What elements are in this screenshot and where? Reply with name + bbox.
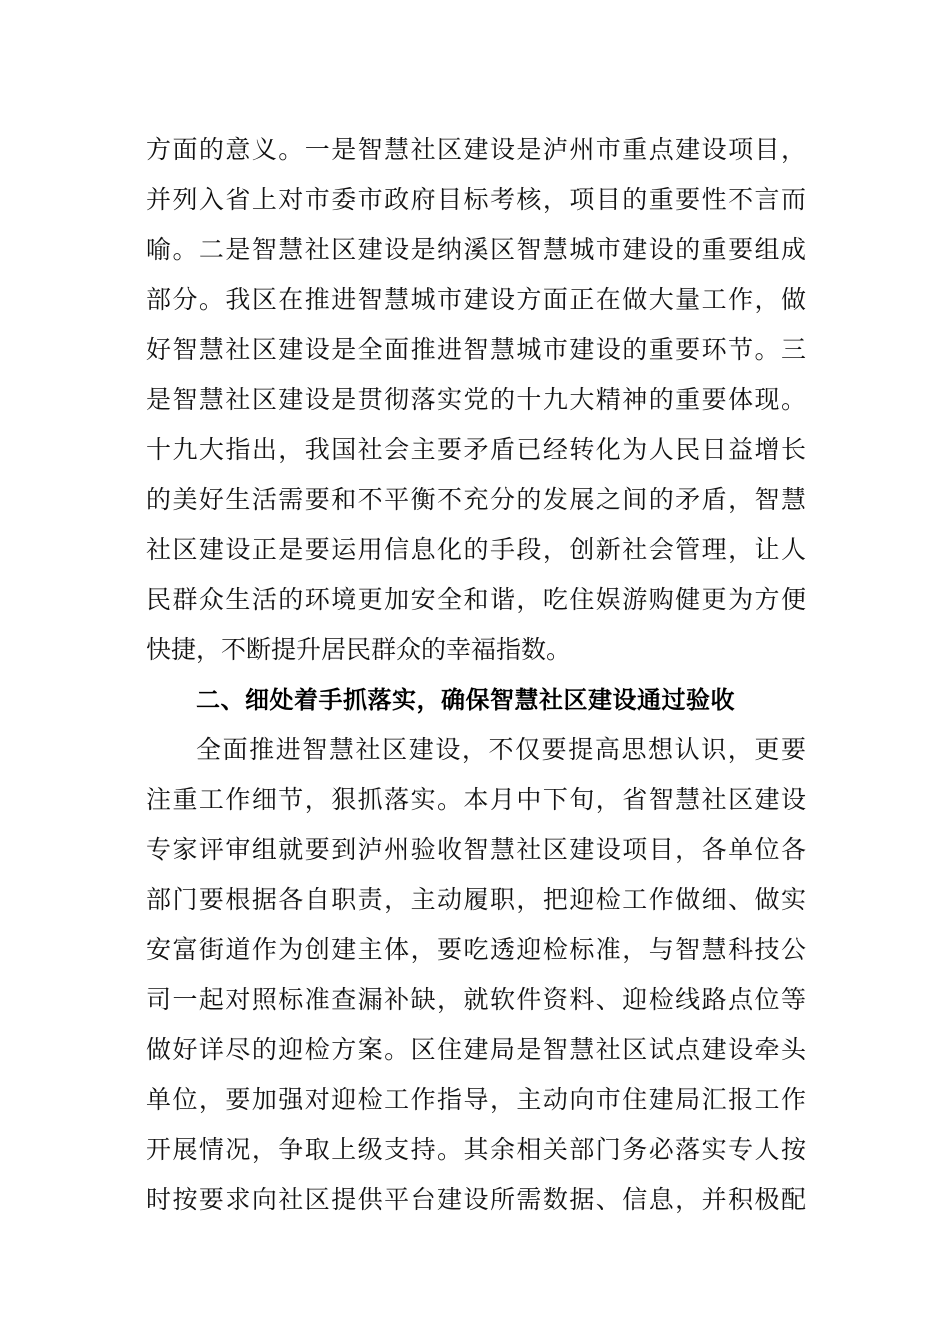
paragraph-line: 做好详尽的迎检方案。区住建局是智慧社区试点建设牵头 — [146, 1035, 806, 1064]
paragraph-line: 十九大指出，我国社会主要矛盾已经转化为人民日益增长 — [146, 435, 806, 464]
paragraph-line: 是智慧社区建设是贯彻落实党的十九大精神的重要体现。 — [146, 385, 806, 414]
paragraph-line: 安富街道作为创建主体，要吃透迎检标准，与智慧科技公 — [146, 935, 806, 964]
paragraph-line: 时按要求向社区提供平台建设所需数据、信息，并积极配 — [146, 1185, 806, 1214]
paragraph-line: 快捷，不断提升居民群众的幸福指数。 — [146, 635, 572, 664]
paragraph-line: 方面的意义。一是智慧社区建设是泸州市重点建设项目， — [146, 135, 806, 164]
paragraph-line: 单位，要加强对迎检工作指导，主动向市住建局汇报工作 — [146, 1085, 806, 1114]
paragraph-line: 专家评审组就要到泸州验收智慧社区建设项目，各单位各 — [146, 835, 806, 864]
paragraph-line: 民群众生活的环境更加安全和谐，吃住娱游购健更为方便 — [146, 585, 806, 614]
paragraph-line: 司一起对照标准查漏补缺，就软件资料、迎检线路点位等 — [146, 985, 806, 1014]
paragraph-line: 部门要根据各自职责，主动履职，把迎检工作做细、做实 — [146, 885, 806, 914]
paragraph-line: 的美好生活需要和不平衡不充分的发展之间的矛盾，智慧 — [146, 485, 806, 514]
paragraph-line: 好智慧社区建设是全面推进智慧城市建设的重要环节。三 — [146, 335, 806, 364]
paragraph-line: 注重工作细节，狠抓落实。本月中下旬，省智慧社区建设 — [146, 785, 806, 814]
paragraph-line: 开展情况，争取上级支持。其余相关部门务必落实专人按 — [146, 1135, 806, 1164]
section-heading: 二、细处着手抓落实，确保智慧社区建设通过验收 — [196, 686, 735, 714]
paragraph-line: 全面推进智慧社区建设，不仅要提高思想认识，更要 — [196, 735, 806, 764]
paragraph-line: 喻。二是智慧社区建设是纳溪区智慧城市建设的重要组成 — [146, 235, 806, 264]
paragraph-line: 部分。我区在推进智慧城市建设方面正在做大量工作，做 — [146, 285, 806, 314]
paragraph-line: 并列入省上对市委市政府目标考核，项目的重要性不言而 — [146, 185, 806, 214]
paragraph-line: 社区建设正是要运用信息化的手段，创新社会管理，让人 — [146, 535, 806, 564]
